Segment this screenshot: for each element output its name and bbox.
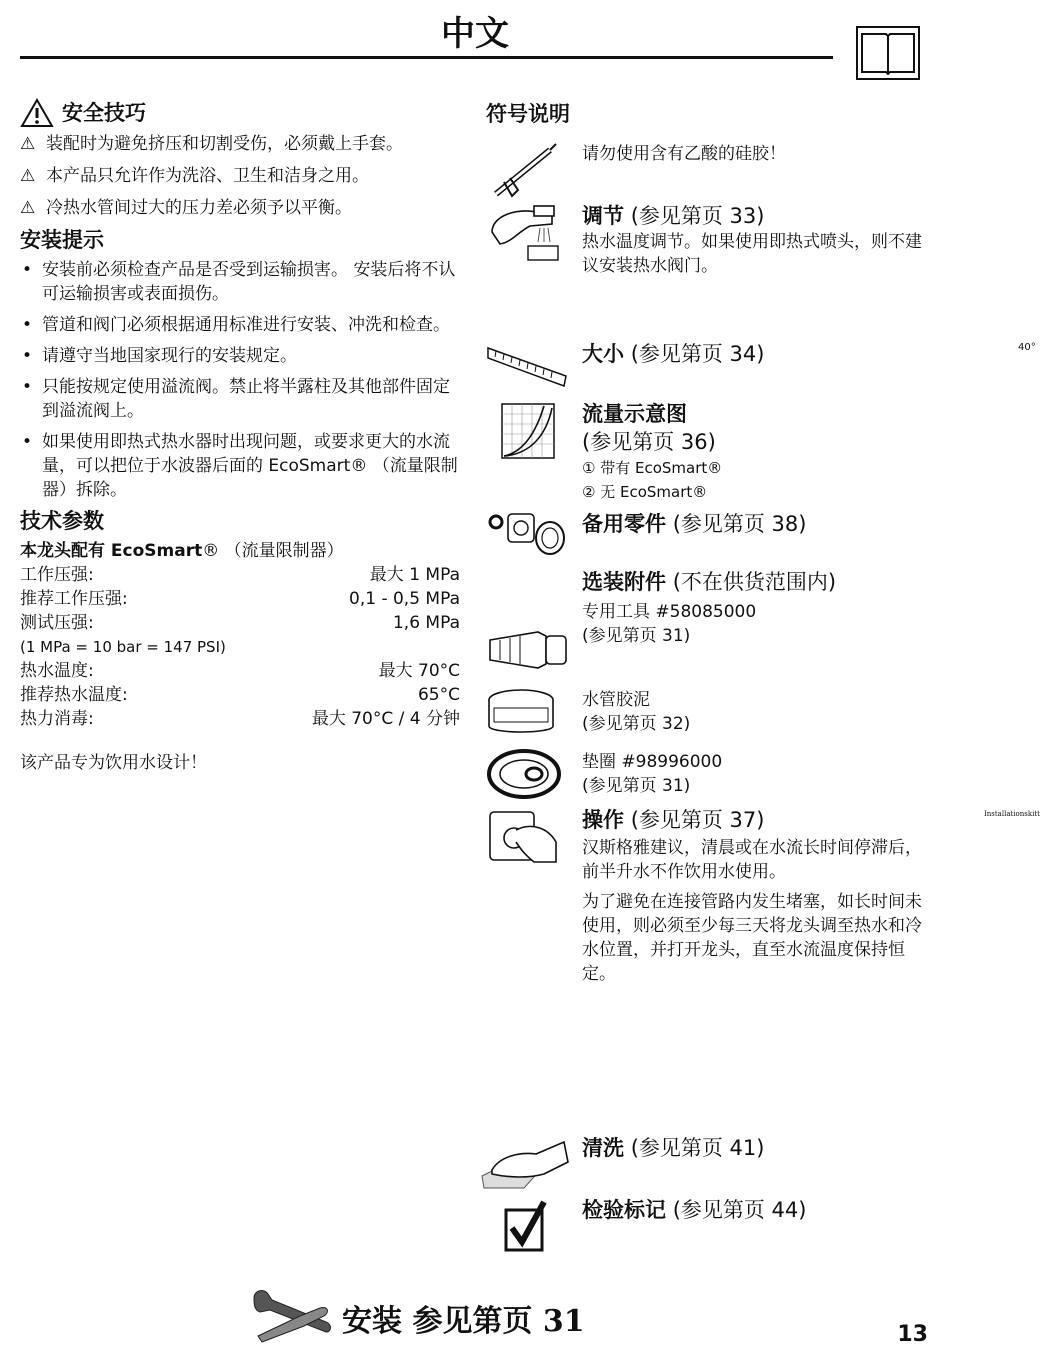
install-note: • 管道和阀门必须根据通用标准进行安装、冲洗和检查。 — [22, 315, 450, 335]
install-reference: 安装 参见第页 31 — [342, 1304, 585, 1339]
clean-title: 清洗 (参见第页 41) — [582, 1135, 765, 1160]
special-tool-icon — [486, 626, 572, 674]
install-note: • 请遵守当地国家现行的安装规定。 — [22, 346, 297, 366]
tech-subtitle: 本龙头配有 EcoSmart® （流量限制器） — [20, 541, 344, 561]
safety-item: ⚠ 装配时为避免挤压和切割受伤，必须戴上手套。 — [20, 134, 403, 154]
accessories-section: 选装附件 (不在供货范围内) 专用工具 #58085000 (参见第页 31) — [582, 569, 837, 646]
tech-title: 技术参数 — [20, 508, 104, 533]
tech-row: 测试压强: 1,6 MPa — [20, 613, 460, 633]
silicone-warning: 请勿使用含有乙酸的硅胶！ — [582, 144, 786, 164]
install-notes-title: 安装提示 — [20, 227, 104, 252]
drinking-water-note: 该产品专为饮用水设计！ — [20, 753, 207, 773]
operation-section: 操作 (参见第页 37) 汉斯格雅建议，清晨或在水流长时间停滞后，前半升水不作饮用水使用。 为了避免在连接管路内发生堵塞，如长时间未使用，则必须至少每三天将龙头调至热水和冷水位置，并打开龙头，直至水流温度保持恒定。 — [582, 807, 922, 984]
gasket-icon — [486, 748, 562, 800]
tools-icon — [250, 1286, 334, 1344]
safety-heading — [20, 98, 460, 128]
page-title: 中文 — [441, 14, 509, 54]
right-column — [486, 98, 1040, 1278]
gasket-section: 垫圈 #98996000 (参见第页 31) — [582, 752, 723, 796]
warning-icon: ⚠ — [20, 134, 36, 154]
warning-icon: ⚠ — [20, 198, 36, 218]
checkmark-icon — [502, 1198, 550, 1254]
spare-parts-icon — [486, 508, 568, 558]
install-note: • 如果使用即热式热水器时出现问题，或要求更大的水流量，可以把位于水波器后面的 EcoSmart® （流量限制器）拆除。 — [22, 432, 458, 500]
tech-row: 推荐工作压强: 0,1 - 0,5 MPa — [20, 589, 460, 609]
safety-title: 安全技巧 — [62, 100, 146, 125]
warning-icon — [20, 98, 54, 128]
left-column — [20, 98, 460, 775]
tech-row: 工作压强: 最大 1 MPa — [20, 565, 460, 585]
install-note: • 安装前必须检查产品是否受到运输损害。 安装后将不认可运输损害或表面损伤。 — [22, 260, 456, 304]
tech-table — [20, 563, 460, 731]
display-readout: 40° — [1018, 342, 1036, 353]
book-icon — [856, 26, 920, 80]
size-title: 大小 (参见第页 34) — [582, 341, 765, 366]
page-number: 13 — [897, 1322, 928, 1347]
warning-icon: ⚠ — [20, 166, 36, 186]
tech-row: 热力消毒: 最大 70°C / 4 分钟 — [20, 709, 460, 729]
temperature-adjust-icon — [486, 202, 564, 268]
spare-title: 备用零件 (参见第页 38) — [582, 511, 807, 536]
tech-row: (1 MPa = 10 bar = 147 PSI) — [20, 638, 226, 656]
tech-row: 热水温度: 最大 70°C — [20, 661, 460, 681]
safety-item: ⚠ 本产品只允许作为洗浴、卫生和洁身之用。 — [20, 166, 369, 186]
safety-item: ⚠ 冷热水管间过大的压力差必须予以平衡。 — [20, 198, 352, 218]
adjust-section: 调节 (参见第页 33) 热水温度调节。如果使用即热式喷头，则不建议安装热水阀门。 — [582, 203, 922, 276]
header-rule — [20, 56, 833, 59]
install-note: • 只能按规定使用溢流阀。禁止将半露柱及其他部件固定到溢流阀上。 — [22, 377, 450, 421]
putty-section: 水管胶泥 (参见第页 32) — [582, 690, 691, 734]
flow-chart-icon — [500, 402, 556, 460]
ruler-icon — [486, 342, 568, 392]
putty-label: Installationskitt — [984, 810, 1040, 818]
tech-row: 推荐热水温度: 65°C — [20, 685, 460, 705]
flow-section: 流量示意图 (参见第页 36) ① 带有 EcoSmart® ② 无 EcoSmart® — [582, 401, 723, 501]
silicone-gun-icon — [486, 142, 558, 202]
operation-icon — [486, 808, 560, 864]
putty-tin-icon — [486, 686, 556, 742]
symbols-title: 符号说明 — [486, 101, 570, 126]
check-title: 检验标记 (参见第页 44) — [582, 1197, 807, 1222]
cleaning-hand-icon — [480, 1132, 570, 1190]
install-footer — [250, 1282, 650, 1352]
